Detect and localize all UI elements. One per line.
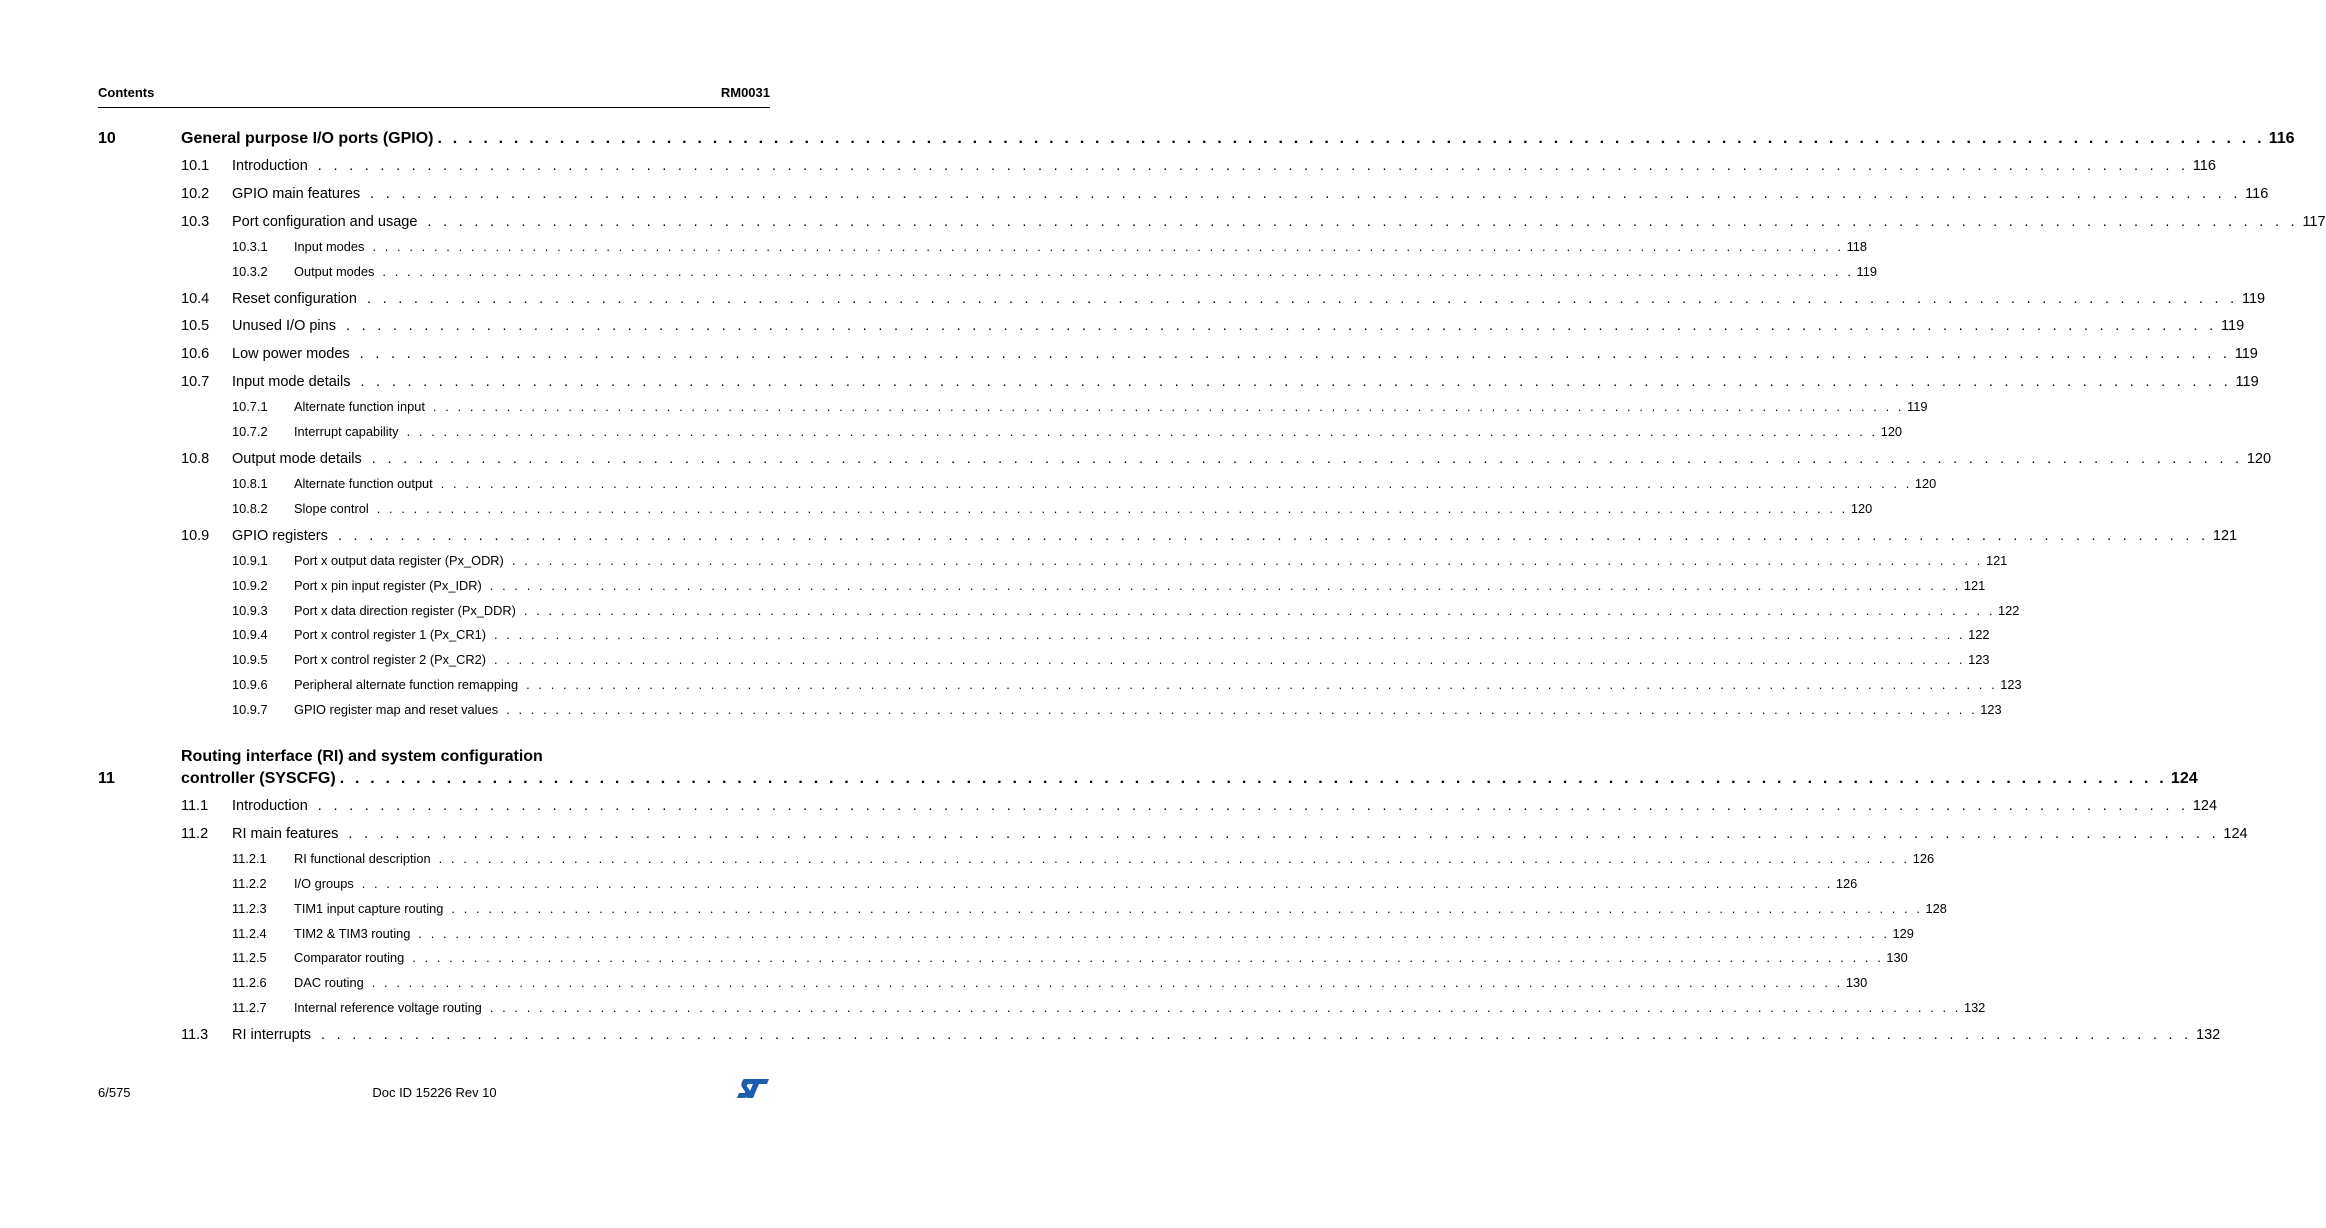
toc-entry-page[interactable]: 124: [2170, 770, 2198, 787]
toc-entry-title[interactable]: Comparator routing: [294, 950, 405, 966]
toc-entry-number: 11.2.4: [232, 925, 267, 941]
toc-entry-number: 10.3: [181, 213, 210, 230]
toc-entry-title-line: [232, 346, 2258, 363]
toc-entry-page[interactable]: 130: [1845, 975, 1868, 991]
toc-entry-title-line: [294, 398, 1928, 414]
toc-entry-title[interactable]: Port x output data register (Px_ODR): [294, 552, 504, 568]
toc-entry-title[interactable]: TIM1 input capture routing: [294, 900, 444, 916]
dot-leader: . . . . . . . . . . . . . . . . . . . . . . . . . . . . . . . . . . . . . . . . . . . . . . . . . . . . . . . . . . . . . . . . . . . . . . . . . . . . . . . . . . . . . . . . . . . . . . . . . . . . . . . . . . . . . . . . . . . . . . . .: [337, 527, 2209, 544]
toc-entry-title[interactable]: I/O groups: [294, 875, 354, 891]
toc-entry-title[interactable]: Low power modes: [232, 346, 350, 363]
toc-entry-page[interactable]: 129: [1892, 925, 1914, 941]
toc-entry-number: 10.3.2: [232, 263, 268, 279]
toc-entry-number: 11.1: [181, 798, 209, 814]
toc-entry-title-line: [294, 702, 2002, 718]
toc-entry-page[interactable]: 132: [1963, 1000, 1986, 1016]
toc-entry-title[interactable]: GPIO register map and reset values: [294, 702, 499, 718]
dot-leader: . . . . . . . . . . . . . . . . . . . . . . . . . . . . . . . . . . . . . . . . . . . . . . . . . . . . . . . . . . . . . . . . . . . . . . . . . . . . . . . . . . . . . . . . . . . . . . . . . . . . . . . . . . . . . . . . . . . . . . . .: [370, 185, 2242, 202]
toc-entry-title-line: [294, 652, 1990, 668]
footer-doc-id: Doc ID 15226 Rev 10: [372, 1085, 497, 1100]
toc-entry-page[interactable]: 122: [1998, 602, 2020, 618]
toc-entry-title-line: [232, 1027, 2221, 1044]
toc-entry-title[interactable]: Input mode details: [232, 373, 351, 390]
toc-entry-title[interactable]: Output modes: [294, 263, 375, 279]
toc-entry-number: 10.9.4: [232, 627, 268, 643]
toc-entry-number: 10.9.3: [232, 602, 268, 618]
toc-entry-title[interactable]: Output mode details: [232, 450, 362, 467]
toc-entry-number: 11.2.1: [232, 850, 267, 866]
toc-entry-title-line: [232, 213, 2326, 230]
toc-entry-title[interactable]: Introduction: [232, 158, 308, 174]
dot-leader: . . . . . . . . . . . . . . . . . . . . . . . . . . . . . . . . . . . . . . . . . . . . . . . . . . . . . . . . . . . . . . . . . . . . . . . . . . . . . . . . . . . . . . . . . . . . . . . . . . . . . . . . . . . . . . . . . . . . . . . .: [427, 213, 2299, 230]
toc-entry-number: 10.2: [181, 185, 210, 202]
dot-leader: . . . . . . . . . . . . . . . . . . . . . . . . . . . . . . . . . . . . . . . . . . . . . . . . . . . . . . . . . . . . . . . . . . . . . . . . . . . . . . . . . . . . . . . . . . . . . . . . . . . . . . . . . . . . . . . . . . . . . . . .: [359, 346, 2231, 363]
toc-entry-title-line: [294, 602, 2020, 618]
toc-entry-number: 10.9.1: [232, 552, 268, 568]
toc-entry-title-line: [181, 770, 2198, 788]
toc-entry-number: 10: [98, 130, 116, 147]
dot-leader: . . . . . . . . . . . . . . . . . . . . . . . . . . . . . . . . . . . . . . . . . . . . . . . . . . . . . . . . . . . . . . . . . . . . . . . . . . . . . . . . . . . . . . . . . . . . . . . . . . . . . . . . . . . . . . . . . . . . . . . .: [412, 950, 1884, 966]
toc-entry-number: 11.2.2: [232, 875, 267, 891]
toc-entry-page[interactable]: 121: [1963, 577, 1986, 593]
dot-leader: . . . . . . . . . . . . . . . . . . . . . . . . . . . . . . . . . . . . . . . . . . . . . . . . . . . . . . . . . . . . . . . . . . . . . . . . . . . . . . . . . . . . . . . . . . . . . . . . . . . . . . . . . . . . . . . . . . . . . . . .: [489, 577, 1961, 593]
toc-entry-page[interactable]: 118: [1846, 238, 1867, 254]
toc-entry-title-line: [232, 158, 2216, 174]
toc-entry-title-line: [294, 475, 1937, 491]
st-logo-icon: [736, 1077, 770, 1099]
toc-entry-page[interactable]: 130: [1886, 950, 1908, 966]
toc-entry-title[interactable]: General purpose I/O ports (GPIO): [181, 130, 434, 147]
toc-entry-title[interactable]: Port x data direction register (Px_DDR): [294, 602, 516, 618]
toc-entry-number: 10.7.2: [232, 423, 268, 439]
toc-entry-number: 10.9.6: [232, 677, 268, 693]
toc-entry-page[interactable]: 116: [2245, 185, 2269, 202]
dot-leader: . . . . . . . . . . . . . . . . . . . . . . . . . . . . . . . . . . . . . . . . . . . . . . . . . . . . . . . . . . . . . . . . . . . . . . . . . . . . . . . . . . . . . . . . . . . . . . . . . . . . . . . . . . . . . . . . . . . . . . . .: [360, 373, 2232, 390]
toc-entry-page[interactable]: 117: [2302, 213, 2326, 230]
toc-entry-number: 11.2.6: [232, 975, 267, 991]
header-doc-code: RM0031: [720, 85, 770, 100]
dot-leader: . . . . . . . . . . . . . . . . . . . . . . . . . . . . . . . . . . . . . . . . . . . . . . . . . . . . . . . . . . . . . . . . . . . . . . . . . . . . . . . . . . . . . . . . . . . . . . . . . . . . . . . . . . . . . . . . . . . . . . . .: [361, 875, 1833, 891]
toc-entry-page[interactable]: 120: [2246, 450, 2272, 467]
toc-entry-number: 11: [98, 770, 115, 787]
toc-entry-number: 10.8.2: [232, 500, 268, 516]
toc-entry-title-line: [294, 875, 1858, 891]
toc-entry-title[interactable]: GPIO main features: [232, 185, 361, 202]
dot-leader: . . . . . . . . . . . . . . . . . . . . . . . . . . . . . . . . . . . . . . . . . . . . . . . . . . . . . . . . . . . . . . . . . . . . . . . . . . . . . . . . . . . . . . . . . . . . . . . . . . . . . . . . . . . . . . . . . . . . . . . .: [432, 398, 1905, 414]
dot-leader: . . . . . . . . . . . . . . . . . . . . . . . . . . . . . . . . . . . . . . . . . . . . . . . . . . . . . . . . . . . . . . . . . . . . . . . . . . . . . . . . . . . . . . . . . . . . . . . . . . . . . . . . . . . . . . . . . . . . . . . .: [376, 500, 1848, 516]
dot-leader: . . . . . . . . . . . . . . . . . . . . . . . . . . . . . . . . . . . . . . . . . . . . . . . . . . . . . . . . . . . . . . . . . . . . . . . . . . . . . . . . . . . . . . . . . . . . . . . . . . . . . . . . . . . . . . . . . . . . . . . .: [406, 423, 1878, 439]
toc-entry-title-line: [294, 423, 1903, 439]
toc-entry-number: 11.3: [181, 1027, 209, 1044]
toc-entry-number: 10.5: [181, 318, 210, 335]
toc-entry-title[interactable]: Port x pin input register (Px_IDR): [294, 577, 482, 593]
toc-entry-page[interactable]: 121: [2212, 527, 2238, 544]
toc-entry-number: 10.8.1: [232, 475, 268, 491]
toc-entry-page[interactable]: 119: [2221, 318, 2245, 335]
toc-entry-page[interactable]: 128: [1925, 900, 1947, 916]
toc-entry-page[interactable]: 122: [1968, 627, 1990, 643]
dot-leader: . . . . . . . . . . . . . . . . . . . . . . . . . . . . . . . . . . . . . . . . . . . . . . . . . . . . . . . . . . . . . . . . . . . . . . . . . . . . . . . . . . . . . . . . . . . . . . . . . . . . . . . . . . . . . . . . . . . . . . . .: [526, 677, 1998, 693]
dot-leader: . . . . . . . . . . . . . . . . . . . . . . . . . . . . . . . . . . . . . . . . . . . . . . . . . . . . . . . . . . . . . . . . . . . . . . . . . . . . . . . . . . . . . . . . . . . . . . . . . . . . . . . . . . . . . . . . . . . . . . . .: [494, 652, 1966, 668]
toc-entry-number: 10.9.7: [232, 702, 268, 718]
toc-entry-page[interactable]: 126: [1835, 875, 1858, 891]
toc-entry-title-line: [232, 290, 2266, 307]
toc-entry-title[interactable]: Peripheral alternate function remapping: [294, 677, 519, 693]
toc-entry-number: 11.2.3: [232, 900, 267, 916]
dot-leader: . . . . . . . . . . . . . . . . . . . . . . . . . . . . . . . . . . . . . . . . . . . . . . . . . . . . . . . . . . . . . . . . . . . . . . . . . . . . . . . . . . . . . . . . . . . . . . . . . . . . . . . . . . . . . . . . . . . . . . . .: [371, 450, 2243, 467]
toc-entry-title[interactable]: DAC routing: [294, 975, 364, 991]
toc-entry-title[interactable]: Input modes: [294, 238, 365, 254]
toc-entry-title[interactable]: RI functional description: [294, 850, 431, 866]
toc-entry-title[interactable]: Internal reference voltage routing: [294, 1000, 482, 1016]
toc-entry-title-line: [294, 263, 1877, 279]
dot-leader: . . . . . . . . . . . . . . . . . . . . . . . . . . . . . . . . . . . . . . . . . . . . . . . . . . . . . . . . . . . . . . . . . . . . . . . . . . . . . . . . . . . . . . . . . . . . . . . . . . . . . . . . . . . . . . . . . . . . . . . .: [371, 975, 1843, 991]
toc-entry-page[interactable]: 126: [1912, 850, 1935, 866]
toc-entry-title[interactable]: controller (SYSCFG): [181, 770, 336, 787]
toc-entry-title[interactable]: Port configuration and usage: [232, 213, 418, 230]
toc-entry-title-line: [232, 527, 2238, 544]
toc-entry-title-line: [232, 318, 2245, 335]
dot-leader: . . . . . . . . . . . . . . . . . . . . . . . . . . . . . . . . . . . . . . . . . . . . . . . . . . . . . . . . . . . . . . . . . . . . . . . . . . . . . . . . . . . . . . . . . . . . . . . . . . . . . . . . . . . . . . . . . . . . . . . .: [345, 318, 2218, 335]
dot-leader: . . . . . . . . . . . . . . . . . . . . . . . . . . . . . . . . . . . . . . . . . . . . . . . . . . . . . . . . . . . . . . . . . . . . . . . . . . . . . . . . . . . . . . . . . . . . . . . . . . . . . . . . . . . . . . . . . . . . . . . .: [451, 900, 1923, 916]
dot-leader: . . . . . . . . . . . . . . . . . . . . . . . . . . . . . . . . . . . . . . . . . . . . . . . . . . . . . . . . . . . . . . . . . . . . . . . . . . . . . . . . . . . . . . . . . . . . . . . . . . . . . . . . . . . . . . . . . . . . . . . .: [372, 238, 1844, 254]
toc-entry-page[interactable]: 119: [2234, 346, 2258, 363]
dot-leader: . . . . . . . . . . . . . . . . . . . . . . . . . . . . . . . . . . . . . . . . . . . . . . . . . . . . . . . . . . . . . . . . . . . . . . . . . . . . . . . . . . . . . . . . . . . . . . . . . . . . . . . . . . . . . . . . . . . . . . . .: [494, 627, 1966, 643]
toc-entry-page[interactable]: 120: [1914, 475, 1937, 491]
dot-leader: . . . . . . . . . . . . . . . . . . . . . . . . . . . . . . . . . . . . . . . . . . . . . . . . . . . . . . . . . . . . . . . . . . . . . . . . . . . . . . . . . . . . . . . . . . . . . . . . . . . . . . . . . . . . . . . . . . . . . . . .: [320, 1027, 2193, 1044]
toc-entry-page[interactable]: 116: [2268, 130, 2295, 147]
toc-entry-page[interactable]: 119: [1856, 263, 1877, 279]
toc-entry-title[interactable]: Port x control register 2 (Px_CR2): [294, 652, 487, 668]
toc-entry-page[interactable]: 119: [2235, 373, 2259, 390]
dot-leader: . . . . . . . . . . . . . . . . . . . . . . . . . . . . . . . . . . . . . . . . . . . . . . . . . . . . . . . . . . . . . . . . . . . . . . . . . . . . . . . . . . . . . . . . . . . . . . . . . . . . . . . . . . . . . . . . . . . . . . . .: [437, 130, 2265, 147]
toc-entry-page[interactable]: 132: [2196, 1027, 2221, 1044]
dot-leader: . . . . . . . . . . . . . . . . . . . . . . . . . . . . . . . . . . . . . . . . . . . . . . . . . . . . . . . . . . . . . . . . . . . . . . . . . . . . . . . . . . . . . . . . . . . . . . . . . . . . . . . . . . . . . . . . . . . . . . . .: [339, 770, 2167, 787]
toc-entry-title[interactable]: Slope control: [294, 500, 369, 516]
toc-entry-title-line: [294, 900, 1947, 916]
toc-entry-page[interactable]: 123: [1968, 652, 1990, 668]
dot-leader: . . . . . . . . . . . . . . . . . . . . . . . . . . . . . . . . . . . . . . . . . . . . . . . . . . . . . . . . . . . . . . . . . . . . . . . . . . . . . . . . . . . . . . . . . . . . . . . . . . . . . . . . . . . . . . . . . . . . . . . .: [523, 602, 1996, 618]
toc-entry-number: 10.9.2: [232, 577, 268, 593]
toc-entry-title-line: [294, 1000, 1986, 1016]
toc-entry-title-line: [294, 577, 1986, 593]
toc-entry-number: 11.2: [181, 825, 209, 842]
toc-entry-page[interactable]: 124: [2223, 825, 2248, 842]
toc-entry-title-line: [294, 552, 2008, 568]
toc-entry-title-line: [232, 798, 2218, 814]
toc-entry-number: 10.6: [181, 346, 210, 363]
dot-leader: . . . . . . . . . . . . . . . . . . . . . . . . . . . . . . . . . . . . . . . . . . . . . . . . . . . . . . . . . . . . . . . . . . . . . . . . . . . . . . . . . . . . . . . . . . . . . . . . . . . . . . . . . . . . . . . . . . . . . . . .: [317, 798, 2189, 814]
toc-entry-title-line: [294, 238, 1867, 254]
toc-entry-page[interactable]: 120: [1880, 423, 1903, 439]
dot-leader: . . . . . . . . . . . . . . . . . . . . . . . . . . . . . . . . . . . . . . . . . . . . . . . . . . . . . . . . . . . . . . . . . . . . . . . . . . . . . . . . . . . . . . . . . . . . . . . . . . . . . . . . . . . . . . . . . . . . . . . .: [489, 1000, 1961, 1016]
toc-entry-title-line: [294, 500, 1873, 516]
toc-entry-title-line: [294, 850, 1935, 866]
toc-entry-title[interactable]: Alternate function input: [294, 398, 425, 414]
dot-leader: . . . . . . . . . . . . . . . . . . . . . . . . . . . . . . . . . . . . . . . . . . . . . . . . . . . . . . . . . . . . . . . . . . . . . . . . . . . . . . . . . . . . . . . . . . . . . . . . . . . . . . . . . . . . . . . . . . . . . . . .: [366, 290, 2238, 307]
toc-entry-page[interactable]: 116: [2192, 158, 2216, 174]
dot-leader: . . . . . . . . . . . . . . . . . . . . . . . . . . . . . . . . . . . . . . . . . . . . . . . . . . . . . . . . . . . . . . . . . . . . . . . . . . . . . . . . . . . . . . . . . . . . . . . . . . . . . . . . . . . . . . . . . . . . . . . .: [348, 825, 2220, 842]
toc-entry-title-line: [294, 925, 1914, 941]
toc-entry-title[interactable]: RI interrupts: [232, 1027, 311, 1044]
toc-entry-number: 10.1: [181, 158, 210, 174]
header-divider: [98, 107, 770, 108]
toc-entry-title[interactable]: Port x control register 1 (Px_CR1): [294, 627, 487, 643]
toc-entry-title[interactable]: Alternate function output: [294, 475, 433, 491]
toc-entry-number: 10.7.1: [232, 398, 268, 414]
toc-entry-title[interactable]: Unused I/O pins: [232, 318, 336, 335]
toc-entry-number: 11.2.5: [232, 950, 267, 966]
toc-entry-number: 10.3.1: [232, 238, 268, 254]
toc-entry-page[interactable]: 123: [1980, 702, 2002, 718]
toc-entry-number: 10.8: [181, 450, 210, 467]
toc-entry-title-line: [232, 825, 2248, 842]
footer-page-number: 6/575: [98, 1085, 131, 1100]
toc-entry-page[interactable]: 123: [2000, 677, 2022, 693]
dot-leader: . . . . . . . . . . . . . . . . . . . . . . . . . . . . . . . . . . . . . . . . . . . . . . . . . . . . . . . . . . . . . . . . . . . . . . . . . . . . . . . . . . . . . . . . . . . . . . . . . . . . . . . . . . . . . . . . . . . . . . . .: [317, 158, 2189, 174]
dot-leader: . . . . . . . . . . . . . . . . . . . . . . . . . . . . . . . . . . . . . . . . . . . . . . . . . . . . . . . . . . . . . . . . . . . . . . . . . . . . . . . . . . . . . . . . . . . . . . . . . . . . . . . . . . . . . . . . . . . . . . . .: [418, 925, 1890, 941]
dot-leader: . . . . . . . . . . . . . . . . . . . . . . . . . . . . . . . . . . . . . . . . . . . . . . . . . . . . . . . . . . . . . . . . . . . . . . . . . . . . . . . . . . . . . . . . . . . . . . . . . . . . . . . . . . . . . . . . . . . . . . . .: [511, 552, 1983, 568]
toc-entry-title[interactable]: Interrupt capability: [294, 423, 399, 439]
toc-entry-page[interactable]: 119: [2241, 290, 2266, 307]
toc-entry-title-line: [294, 975, 1868, 991]
toc-entry-title-line: [232, 373, 2259, 390]
chapter-title-line1[interactable]: Routing interface (RI) and system configuration: [181, 748, 543, 765]
toc-entry-title-line: [294, 627, 1990, 643]
toc-entry-title[interactable]: TIM2 & TIM3 routing: [294, 925, 411, 941]
toc-entry-title-line: [294, 677, 2022, 693]
dot-leader: . . . . . . . . . . . . . . . . . . . . . . . . . . . . . . . . . . . . . . . . . . . . . . . . . . . . . . . . . . . . . . . . . . . . . . . . . . . . . . . . . . . . . . . . . . . . . . . . . . . . . . . . . . . . . . . . . . . . . . . .: [440, 475, 1912, 491]
toc-entry-number: 11.2.7: [232, 1000, 267, 1016]
toc-entry-number: 10.4: [181, 290, 210, 307]
toc-entry-number: 10.9: [181, 527, 210, 544]
toc-entry-title[interactable]: Introduction: [232, 798, 308, 814]
toc-entry-title[interactable]: RI main features: [232, 825, 339, 842]
toc-entry-page[interactable]: 120: [1850, 500, 1873, 516]
toc-entry-title[interactable]: GPIO registers: [232, 527, 328, 544]
toc-entry-title[interactable]: Reset configuration: [232, 290, 357, 307]
toc-entry-number: 10.9.5: [232, 652, 268, 668]
toc-entry-title-line: [294, 950, 1908, 966]
toc-entry-page[interactable]: 119: [1907, 398, 1928, 414]
toc-entry-title-line: [181, 130, 2295, 148]
dot-leader: . . . . . . . . . . . . . . . . . . . . . . . . . . . . . . . . . . . . . . . . . . . . . . . . . . . . . . . . . . . . . . . . . . . . . . . . . . . . . . . . . . . . . . . . . . . . . . . . . . . . . . . . . . . . . . . . . . . . . . . .: [506, 702, 1978, 718]
dot-leader: . . . . . . . . . . . . . . . . . . . . . . . . . . . . . . . . . . . . . . . . . . . . . . . . . . . . . . . . . . . . . . . . . . . . . . . . . . . . . . . . . . . . . . . . . . . . . . . . . . . . . . . . . . . . . . . . . . . . . . . .: [438, 850, 1910, 866]
toc-entry-page[interactable]: 124: [2192, 798, 2218, 814]
dot-leader: . . . . . . . . . . . . . . . . . . . . . . . . . . . . . . . . . . . . . . . . . . . . . . . . . . . . . . . . . . . . . . . . . . . . . . . . . . . . . . . . . . . . . . . . . . . . . . . . . . . . . . . . . . . . . . . . . . . . . . . .: [382, 263, 1854, 279]
header-section-label: Contents: [98, 85, 155, 100]
toc-entry-number: 10.7: [181, 373, 210, 390]
toc-entry-title-line: [232, 185, 2269, 202]
toc-entry-title-line: [232, 450, 2272, 467]
toc-entry-page[interactable]: 121: [1985, 552, 2008, 568]
